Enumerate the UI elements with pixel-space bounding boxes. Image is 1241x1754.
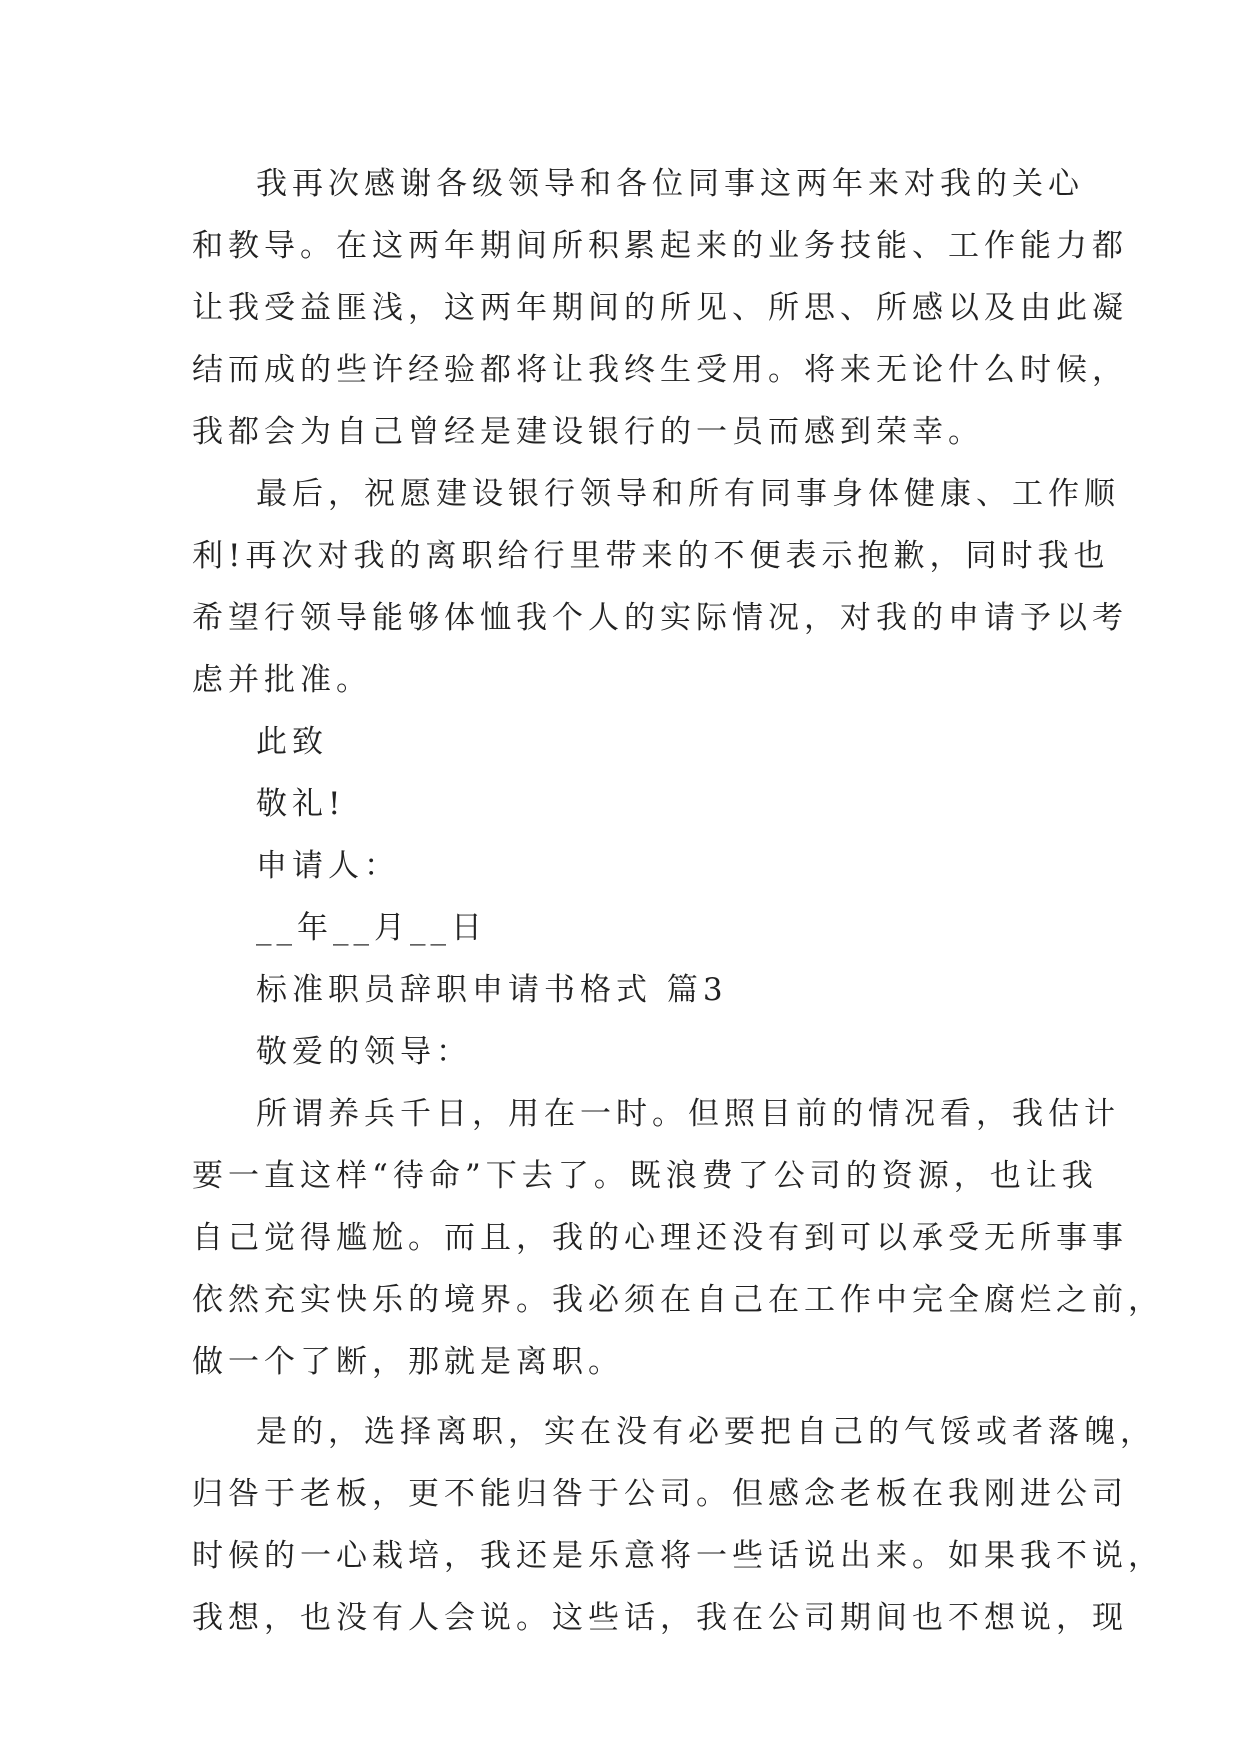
text-line: 让我受益匪浅，这两年期间的所见、所思、所感以及由此凝 (192, 290, 1128, 326)
text-line: 结而成的些许经验都将让我终生受用。将来无论什么时候， (192, 352, 1128, 388)
text-line: 时候的一心栽培，我还是乐意将一些话说出来。如果我不说， (192, 1538, 1164, 1574)
closing-salutation (192, 711, 1072, 773)
text-line: 敬礼! (256, 786, 346, 822)
text-line: 做一个了断，那就是离职。 (192, 1344, 624, 1380)
text-line: __年__月__日 (256, 910, 487, 946)
text-line: 我再次感谢各级领导和各位同事这两年来对我的关心 (256, 166, 1084, 202)
text-line: 利!再次对我的离职给行里带来的不便表示抱歉，同时我也 (192, 538, 1110, 574)
paragraph (192, 153, 1128, 463)
section-title (192, 959, 1072, 1021)
text-line: 此致 (256, 724, 328, 760)
text-line: 我都会为自己曾经是建设银行的一员而感到荣幸。 (192, 414, 984, 450)
paragraph (192, 463, 1128, 711)
text-line: 要一直这样“待命”下去了。既浪费了公司的资源，也让我 (192, 1158, 1098, 1194)
date-line (192, 897, 1072, 959)
text-line: 申请人： (256, 848, 400, 884)
text-line: 依然充实快乐的境界。我必须在自己在工作中完全腐烂之前， (192, 1282, 1164, 1318)
paragraph (192, 1083, 1164, 1393)
text-line: 最后，祝愿建设银行领导和所有同事身体健康、工作顺 (256, 476, 1120, 512)
text-line: 自己觉得尴尬。而且，我的心理还没有到可以承受无所事事 (192, 1220, 1128, 1256)
text-line: 虑并批准。 (192, 662, 372, 698)
greeting (192, 1021, 1072, 1083)
text-line: 标准职员辞职申请书格式 篇3 (256, 972, 728, 1008)
closing-regards (192, 773, 1072, 835)
text-line: 希望行领导能够体恤我个人的实际情况，对我的申请予以考 (192, 600, 1128, 636)
text-line: 是的，选择离职，实在没有必要把自己的气馁或者落魄， (256, 1414, 1156, 1450)
text-line: 和教导。在这两年期间所积累起来的业务技能、工作能力都 (192, 228, 1128, 264)
applicant-label (192, 835, 1072, 897)
text-line: 敬爱的领导： (256, 1034, 472, 1070)
text-line: 所谓养兵千日，用在一时。但照目前的情况看，我估计 (256, 1096, 1120, 1132)
document-body (192, 153, 1164, 1649)
paragraph (192, 1401, 1164, 1649)
text-line: 我想，也没有人会说。这些话，我在公司期间也不想说，现 (192, 1600, 1128, 1636)
text-line: 归咎于老板，更不能归咎于公司。但感念老板在我刚进公司 (192, 1476, 1128, 1512)
